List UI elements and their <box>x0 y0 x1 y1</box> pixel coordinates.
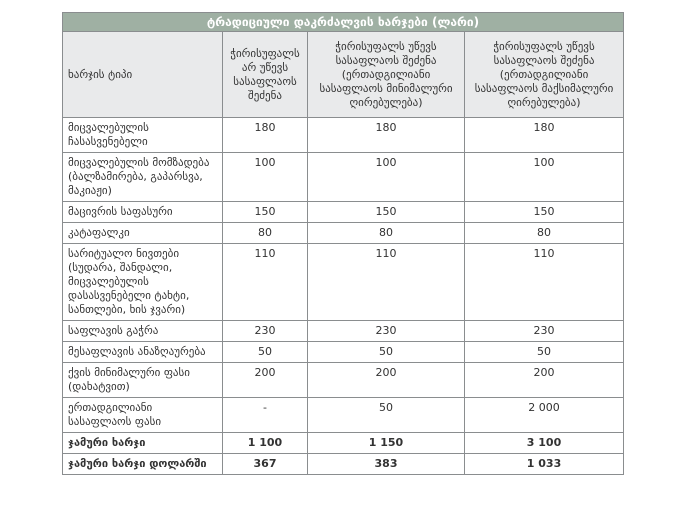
row-label: მაცივრის საფასური <box>63 202 223 223</box>
table-row <box>63 433 624 454</box>
row-label: მესაფლავის ანაზღაურება <box>63 342 223 363</box>
row-label: ჯამური ხარჯი <box>63 433 223 454</box>
value-cell: 150 <box>308 202 465 223</box>
value-cell: 200 <box>223 363 308 398</box>
value-cell: 50 <box>308 342 465 363</box>
column-header: ჭირისუფალს არ უწევს სასაფლაოს შეძენა <box>223 32 308 118</box>
row-label: ქვის მინიმალური ფასი (დახატვით) <box>63 363 223 398</box>
table-row <box>63 363 624 398</box>
value-cell: 50 <box>223 342 308 363</box>
value-cell: 180 <box>223 118 308 153</box>
table-row <box>63 454 624 475</box>
value-cell: 50 <box>465 342 624 363</box>
value-cell: 200 <box>465 363 624 398</box>
value-cell: 110 <box>465 244 624 321</box>
value-cell: 230 <box>465 321 624 342</box>
row-label: მიცვალებულის მომზადება (ბალზამირება, გაპარსვა, მაკიაჟი) <box>63 153 223 202</box>
value-cell: 383 <box>308 454 465 475</box>
value-cell: 230 <box>308 321 465 342</box>
value-cell: 100 <box>308 153 465 202</box>
row-label: სარიტუალო ნივთები (სუდარა, შანდალი, მიცვალებულის დასასვენებელი ტახტი, სანთლები, ხის ჯვარი) <box>63 244 223 321</box>
value-cell: 230 <box>223 321 308 342</box>
row-label: მიცვალებულის ჩასასვენებელი <box>63 118 223 153</box>
row-label: ჯამური ხარჯი დოლარში <box>63 454 223 475</box>
row-label: კატაფალკი <box>63 223 223 244</box>
value-cell: 1 100 <box>223 433 308 454</box>
value-cell: 110 <box>308 244 465 321</box>
row-label: ერთადგილიანი სასაფლაოს ფასი <box>63 398 223 433</box>
value-cell: 1 150 <box>308 433 465 454</box>
table-row <box>63 398 624 433</box>
value-cell: 200 <box>308 363 465 398</box>
column-header: ჭირისუფალს უწევს სასაფლაოს შეძენა (ერთადგილიანი სასაფლაოს მაქსიმალური ღირებულება) <box>465 32 624 118</box>
table-row <box>63 244 624 321</box>
value-cell: 80 <box>223 223 308 244</box>
value-cell: 2 000 <box>465 398 624 433</box>
table-row <box>63 153 624 202</box>
column-header-expense-type: ხარჯის ტიპი <box>63 32 223 118</box>
value-cell: 180 <box>308 118 465 153</box>
value-cell: 100 <box>465 153 624 202</box>
value-cell: 50 <box>308 398 465 433</box>
value-cell: 100 <box>223 153 308 202</box>
value-cell: 80 <box>465 223 624 244</box>
table-row <box>63 202 624 223</box>
table-header-row <box>63 32 624 118</box>
value-cell: 150 <box>223 202 308 223</box>
row-label: საფლავის გაჭრა <box>63 321 223 342</box>
table-title: ტრადიციული დაკრძალვის ხარჯები (ლარი) <box>63 13 624 32</box>
table-row <box>63 321 624 342</box>
table-row <box>63 342 624 363</box>
value-cell: 150 <box>465 202 624 223</box>
column-header: ჭირისუფალს უწევს სასაფლაოს შეძენა (ერთადგილიანი სასაფლაოს მინიმალური ღირებულება) <box>308 32 465 118</box>
table-row <box>63 223 624 244</box>
table-row <box>63 118 624 153</box>
value-cell: 80 <box>308 223 465 244</box>
value-cell: 110 <box>223 244 308 321</box>
value-cell: 367 <box>223 454 308 475</box>
value-cell: 1 033 <box>465 454 624 475</box>
value-cell: 3 100 <box>465 433 624 454</box>
value-cell: 180 <box>465 118 624 153</box>
value-cell: - <box>223 398 308 433</box>
table-title-row <box>63 13 624 32</box>
funeral-costs-table-container <box>62 12 624 475</box>
funeral-costs-table <box>62 12 624 475</box>
